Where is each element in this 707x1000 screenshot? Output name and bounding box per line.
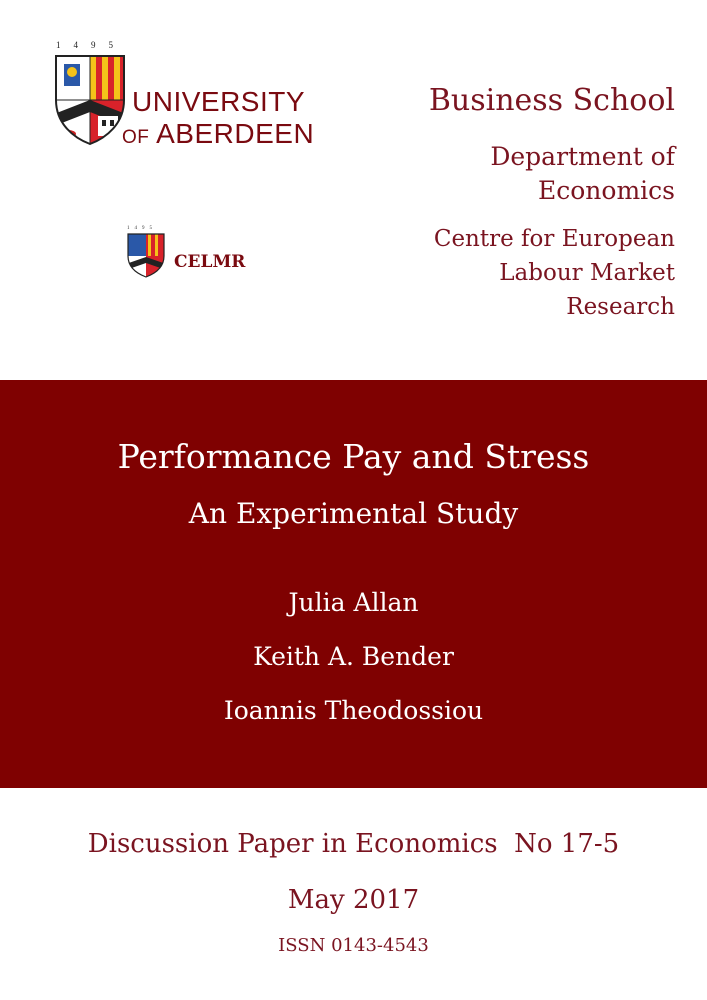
celmr-logo-year: 1495 [127, 226, 157, 231]
centre-line: Centre for European [433, 226, 675, 252]
department-line: Department of [490, 142, 675, 171]
logo-aberdeen-text [122, 118, 314, 150]
logo-year: 1495 [56, 40, 126, 50]
university-of-aberdeen-logo [52, 40, 342, 150]
department-line: Economics [538, 176, 675, 205]
logo-aberdeen-word: ABERDEEN [156, 118, 315, 149]
logo-of-text: OF [122, 127, 150, 148]
paper-title: Performance Pay and Stress [117, 437, 590, 476]
author-list [0, 588, 707, 750]
logo-university-text: UNIVERSITY [132, 86, 306, 117]
coat-of-arms-icon [54, 54, 126, 146]
series-number: Discussion Paper in Economics No 17-5 [87, 829, 620, 859]
centre-line: Labour Market [499, 260, 675, 286]
department-name [429, 140, 675, 208]
celmr-crest-icon [126, 232, 166, 278]
title-band [0, 380, 707, 788]
paper-subtitle: An Experimental Study [188, 497, 519, 530]
author-name: Keith A. Bender [253, 642, 454, 671]
department-block [429, 82, 675, 324]
celmr-name: CELMR [174, 252, 246, 272]
school-name: Business School [428, 83, 675, 118]
issn-number: ISSN 0143-4543 [278, 935, 429, 956]
author-name: Ioannis Theodossiou [223, 696, 484, 725]
publication-date: May 2017 [287, 885, 420, 915]
centre-line: Research [566, 294, 675, 320]
centre-name [429, 222, 675, 324]
celmr-logo [124, 226, 264, 280]
author-name: Julia Allan [288, 588, 419, 617]
